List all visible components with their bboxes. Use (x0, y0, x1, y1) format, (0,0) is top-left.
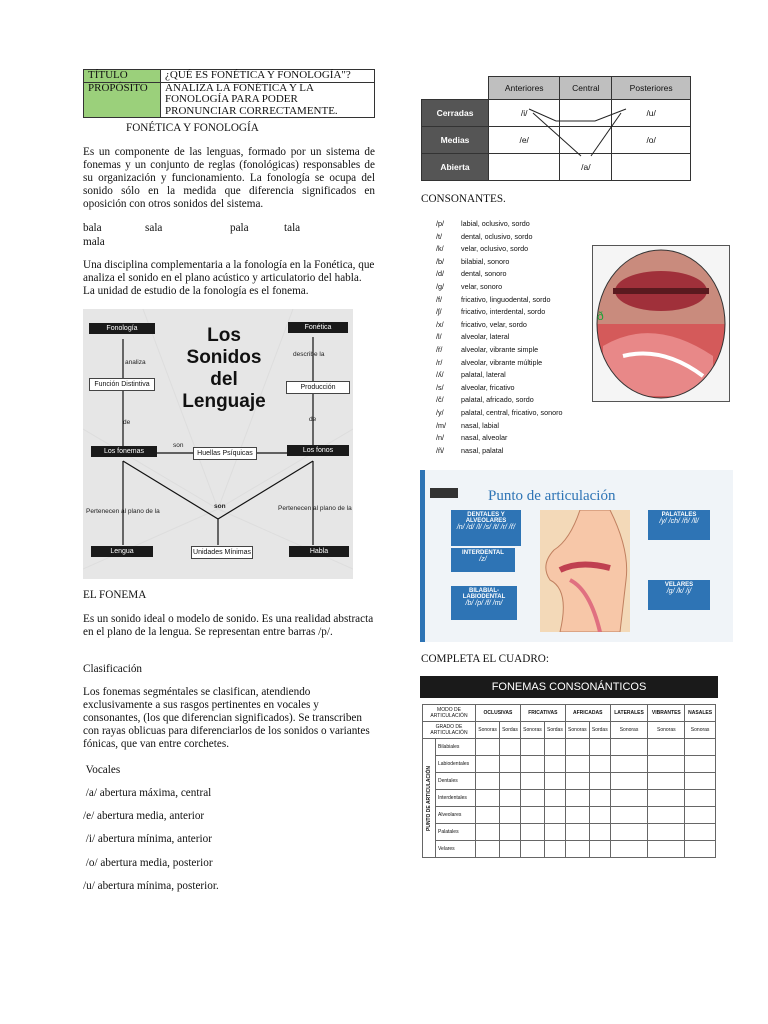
example-word: sala (145, 222, 163, 234)
consonant-grid-cell[interactable] (565, 807, 589, 824)
consonant-grid-cell[interactable] (476, 824, 500, 841)
consonant-grid-cell[interactable] (589, 790, 610, 807)
head-graphic (540, 510, 630, 632)
dentales-box (451, 510, 521, 546)
completa-title: COMPLETA EL CUADRO: (421, 653, 549, 665)
interdental-box (451, 548, 515, 572)
consonant-description: palatal, central, fricativo, sonoro (461, 407, 563, 417)
articulacion-title: Punto de articulación (488, 488, 616, 504)
son-bottom-label: son (214, 503, 226, 510)
consonant-item (436, 256, 562, 269)
interdental-phonemes: /z/ (479, 556, 487, 563)
consonant-description: bilabial, sonoro (461, 256, 510, 266)
vowel-header: Anteriores (489, 77, 560, 100)
consonant-phoneme: /s/ (436, 382, 444, 392)
consonant-grid-cell[interactable] (565, 773, 589, 790)
consonant-grid-cell[interactable] (545, 841, 566, 858)
consonant-description: alveolar, vibrante múltiple (461, 357, 543, 367)
consonant-description: alveolar, fricativo (461, 382, 515, 392)
consonant-grid-cell[interactable] (476, 790, 500, 807)
consonant-grid-cell[interactable] (610, 739, 648, 756)
palatales-title: PALATALES (661, 512, 697, 518)
consonant-grid-cell[interactable] (685, 790, 716, 807)
consonant-grid-cell[interactable] (500, 824, 521, 841)
consonant-grid-cell[interactable] (545, 756, 566, 773)
titulo-value: ¿QUÉ ES FONÉTICA Y FONOLOGÍA"? (161, 70, 375, 83)
consonant-phoneme: /k/ (436, 244, 444, 254)
consonant-grid-row (423, 824, 716, 841)
diagram-title-line: Los Sonidos (186, 325, 262, 368)
intro-paragraph: Es un componente de las lenguas, formado por un sistema de fonemas y un conjunto de reglas (fonológicas) responsables de su organización y funcionamiento. La fonología se ocupa del sonido sólo en la medida que diferencia significados en oposición con otros sonidos del sistema. (83, 146, 375, 210)
dentales-title: DENTALES Y ALVEOLARES (465, 512, 507, 524)
consonant-item (436, 319, 562, 332)
habla-box: Habla (289, 546, 349, 557)
consonant-description: alveolar, lateral (461, 332, 510, 342)
consonant-item (436, 294, 562, 307)
consonant-grid-cell[interactable] (545, 790, 566, 807)
consonant-grid-cell[interactable] (648, 739, 685, 756)
consonant-item (436, 382, 562, 395)
sonidos-diagram (83, 309, 353, 579)
vowel-header: Central (560, 77, 612, 100)
consonant-grid-cell[interactable] (685, 824, 716, 841)
grado-header: Sordas (500, 722, 521, 739)
mode-header: FRICATIVAS (520, 705, 565, 722)
example-word: bala (83, 222, 102, 234)
consonant-grid-cell[interactable] (500, 739, 521, 756)
consonant-table (420, 676, 718, 888)
example-word: mala (83, 236, 105, 248)
consonant-grid-row (423, 756, 716, 773)
consonant-phoneme: /t/ (436, 231, 442, 241)
articulacion-tab (430, 488, 458, 498)
consonant-grid-cell[interactable] (476, 841, 500, 858)
consonant-grid-cell[interactable] (545, 807, 566, 824)
consonant-item (436, 306, 562, 319)
consonant-grid-cell[interactable] (610, 790, 648, 807)
consonant-grid-cell[interactable] (476, 807, 500, 824)
vowel-row-label: Medias (422, 127, 489, 154)
mouth-graphic (593, 246, 729, 401)
consonant-item (436, 268, 562, 281)
consonant-grid-cell[interactable] (589, 824, 610, 841)
consonant-phoneme: /p/ (436, 219, 444, 228)
los-fonos-box: Los fonos (287, 445, 349, 456)
consonant-item (436, 432, 562, 445)
consonant-item (436, 407, 562, 420)
produccion-box: Producción (286, 381, 350, 394)
header-table (83, 69, 375, 118)
punto-row-label: Labiodentales (436, 756, 476, 773)
consonant-grid-cell[interactable] (610, 841, 648, 858)
consonant-phoneme: /ʎ/ (436, 370, 444, 380)
vowel-cell: /a/ (560, 154, 612, 181)
consonant-phoneme: /x/ (436, 319, 444, 329)
consonant-item (436, 445, 562, 458)
modo-label: MODO DE ARTICULACIÓN (423, 705, 476, 722)
fonema-paragraph: Es un sonido ideal o modelo de sonido. Es una realidad abstracta en el plano de la lengua. Se representan entre barras /p/. (83, 613, 374, 638)
bilabial-box (451, 586, 517, 620)
consonant-item (436, 231, 562, 244)
consonant-grid-cell[interactable] (520, 739, 544, 756)
vowel-trapezoid (421, 76, 691, 176)
consonant-description: palatal, lateral (461, 370, 506, 380)
consonant-item (436, 218, 562, 231)
grado-label: GRADO DE ARTICULACIÓN (423, 722, 476, 739)
consonant-grid-row (423, 841, 716, 858)
diagram-title (169, 325, 279, 413)
vowel-cell: /o/ (612, 127, 691, 154)
vocal-item: /e/ abertura media, anterior (83, 810, 205, 822)
bilabial-title: BILABIAL-LABIODENTAL (462, 588, 506, 600)
consonant-grid-cell[interactable] (500, 790, 521, 807)
diagram-title-line: del (210, 369, 238, 390)
lengua-box: Lengua (91, 546, 153, 557)
funcion-distintiva-box: Función Distintiva (89, 378, 155, 391)
consonant-description: velar, sonoro (461, 281, 503, 291)
grado-header: Sordas (545, 722, 566, 739)
consonant-grid-cell[interactable] (565, 824, 589, 841)
consonant-item (436, 357, 562, 370)
consonant-grid-cell[interactable] (685, 756, 716, 773)
fonetica-box: Fonética (288, 322, 348, 333)
interdental-title: INTERDENTAL (462, 550, 504, 556)
vocal-item: /i/ abertura mínima, anterior (83, 833, 212, 845)
consonant-phoneme: /n/ (436, 433, 444, 443)
mode-header: OCLUSIVAS (476, 705, 521, 722)
huellas-box: Huellas Psíquicas (193, 447, 257, 460)
example-word: pala (230, 222, 249, 234)
vocales-title: Vocales (83, 764, 121, 776)
mode-header: VIBRANTES (648, 705, 685, 722)
consonant-description: nasal, palatal (461, 445, 504, 455)
consonant-grid-cell[interactable] (565, 841, 589, 858)
punto-row-label: Palatales (436, 824, 476, 841)
consonant-grid-row (423, 807, 716, 824)
consonant-grid-cell[interactable] (476, 739, 500, 756)
consonant-grid-cell[interactable] (610, 756, 648, 773)
consonant-item (436, 243, 562, 256)
mode-header: AFRICADAS (565, 705, 610, 722)
son-label: son (173, 442, 184, 449)
unidades-box: Unidades Mínimas (191, 546, 253, 559)
fonologia-box: Fonología (89, 323, 155, 334)
grado-header: Sonoras (610, 722, 648, 739)
fonema-title: EL FONEMA (83, 589, 147, 601)
consonant-grid-cell[interactable] (589, 807, 610, 824)
grado-header: Sonoras (565, 722, 589, 739)
consonant-grid-cell[interactable] (648, 773, 685, 790)
consonant-grid-cell[interactable] (565, 756, 589, 773)
consonant-phoneme: /b/ (436, 256, 444, 266)
consonant-grid-cell[interactable] (520, 824, 544, 841)
palatales-phonemes: /y/ /ch/ /ñ/ /ll/ (659, 518, 699, 525)
head-diagram (540, 510, 630, 632)
punto-row-label: Alveolares (436, 807, 476, 824)
consonant-list (436, 218, 562, 457)
punto-label (423, 739, 436, 858)
vowel-cell: /u/ (612, 100, 691, 127)
consonant-item (436, 420, 562, 433)
consonant-grid-cell[interactable] (520, 841, 544, 858)
consonant-grid-cell[interactable] (500, 773, 521, 790)
describe-label: describe la (293, 351, 325, 358)
mouth-illustration (592, 245, 730, 402)
consonant-phoneme: /y/ (436, 407, 444, 417)
proposito-label: PROPÓSITO (84, 82, 161, 118)
punto-row-label: Interdentales (436, 790, 476, 807)
grado-header: Sordas (589, 722, 610, 739)
consonant-grid-cell[interactable] (648, 807, 685, 824)
los-fonemas-box: Los fonemas (91, 446, 157, 457)
consonant-grid-cell[interactable] (589, 756, 610, 773)
grado-header: Sonoras (648, 722, 685, 739)
velares-box (648, 580, 710, 610)
grado-header: Sonoras (520, 722, 544, 739)
grado-header: Sonoras (476, 722, 500, 739)
consonant-table-title: FONEMAS CONSONÁNTICOS (420, 676, 718, 698)
consonant-grid-cell[interactable] (520, 807, 544, 824)
velares-phonemes: /g/ /k/ /j/ (666, 588, 692, 595)
pertenecen-left-label: Pertenecen al plano de la (86, 508, 160, 515)
example-word: tala (284, 222, 301, 234)
punto-row-label: Bilabiales (436, 739, 476, 756)
consonant-grid-cell[interactable] (610, 773, 648, 790)
consonant-description: fricativo, velar, sordo (461, 319, 527, 329)
proposito-value: ANALIZA LA FONÉTICA Y LA FONOLOGÍA PARA PODER PRONUNCIAR CORRECTAMENTE. (161, 82, 375, 118)
consonant-phoneme: /ř/ (436, 344, 443, 354)
consonant-description: nasal, alveolar (461, 433, 508, 443)
vocal-item: /o/ abertura media, posterior (83, 857, 213, 869)
consonant-grid-cell[interactable] (589, 773, 610, 790)
vowel-cell: /i/ (489, 100, 560, 127)
consonant-grid-cell[interactable] (545, 824, 566, 841)
consonant-phoneme: /m/ (436, 420, 446, 430)
consonant-phoneme: /ʃ/ (436, 307, 442, 317)
mode-header: LATERALES (610, 705, 648, 722)
consonant-phoneme: /f/ (436, 294, 442, 304)
consonant-grid-cell[interactable] (648, 790, 685, 807)
grado-header: Sonoras (685, 722, 716, 739)
consonant-grid-cell[interactable] (685, 807, 716, 824)
mode-header: NASALES (685, 705, 716, 722)
consonant-item (436, 281, 562, 294)
punto-label-text: PUNTO DE ARTICULACIÓN (426, 765, 432, 831)
fonetica-paragraph: Una disciplina complementaria a la fonología en la Fonética, que analiza el sonido en el plano acústico y articulatorio del habla. La unidad de estudio de la fonología es el fonema. (83, 259, 375, 297)
consonant-description: palatal, africado, sordo (461, 395, 534, 405)
consonant-grid-cell[interactable] (520, 790, 544, 807)
vowel-cell: /e/ (489, 127, 560, 154)
consonant-grid-cell[interactable] (589, 841, 610, 858)
clasificacion-paragraph: Los fonemas segméntales se clasifican, atendiendo exclusivamente a sus rasgos pertinentes en vocales y consonantes, (los que diferencian significados). Se transcriben con rayas oblicuas para diferenciarlos de los sonidos o variantes fónicas, que van entre corchetes. (83, 686, 370, 750)
consonant-description: dental, sonoro (461, 269, 507, 279)
palatales-box (648, 510, 710, 540)
consonant-phoneme: /ñ/ (436, 445, 444, 455)
consonant-grid-cell[interactable] (565, 739, 589, 756)
bilabial-phonemes: /b/ /p/ /f/ /m/ (465, 600, 503, 607)
dentales-phonemes: /n/ /d/ /l/ /s/ /t/ /r/ /ř/ (456, 524, 516, 531)
consonant-phoneme: /r/ (436, 357, 443, 367)
consonant-description: fricativo, linguodental, sordo (461, 294, 551, 304)
punto-row-label: Dentales (436, 773, 476, 790)
consonant-grid-cell[interactable] (476, 773, 500, 790)
consonant-grid-cell[interactable] (685, 773, 716, 790)
consonant-grid-cell[interactable] (545, 739, 566, 756)
pertenecen-right-label: Pertenecen al plano de la (278, 505, 352, 512)
consonant-grid-cell[interactable] (520, 773, 544, 790)
titulo-label: TÍTULO (84, 70, 161, 83)
consonant-grid-row (423, 773, 716, 790)
consonant-grid-cell[interactable] (610, 807, 648, 824)
vowel-header: Posteriores (612, 77, 691, 100)
consonant-grid-row (423, 790, 716, 807)
section-title: FONÉTICA Y FONOLOGÍA (126, 122, 259, 134)
articulacion-side-bar (420, 470, 425, 642)
consonant-grid-row (423, 739, 716, 756)
consonant-item (436, 369, 562, 382)
analiza-label: analiza (125, 359, 146, 366)
consonant-grid-cell[interactable] (545, 773, 566, 790)
consonant-grid-cell[interactable] (476, 756, 500, 773)
consonant-grid (422, 704, 716, 858)
consonant-grid-cell[interactable] (610, 824, 648, 841)
consonant-phoneme: /g/ (436, 281, 444, 291)
consonant-grid-cell[interactable] (500, 807, 521, 824)
consonant-grid-cell[interactable] (648, 756, 685, 773)
consonant-grid-cell[interactable] (685, 739, 716, 756)
vowel-row-label: Cerradas (422, 100, 489, 127)
consonant-grid-cell[interactable] (500, 841, 521, 858)
clasificacion-title: Clasificación (83, 663, 143, 675)
consonant-grid-cell[interactable] (589, 739, 610, 756)
punto-row-label: Velares (436, 841, 476, 858)
de-label: de (309, 416, 317, 423)
consonant-description: dental, oclusivo, sordo (461, 231, 533, 241)
consonant-grid-cell[interactable] (685, 841, 716, 858)
consonant-description: fricativo, interdental, sordo (461, 307, 546, 317)
consonant-grid-cell[interactable] (648, 824, 685, 841)
consonant-phoneme: /d/ (436, 269, 444, 279)
consonant-grid-cell[interactable] (565, 790, 589, 807)
consonant-grid-cell[interactable] (520, 756, 544, 773)
diagram-title-line: Lenguaje (182, 391, 266, 412)
vocal-item: /a/ abertura máxima, central (83, 787, 212, 799)
velares-title: VELARES (664, 582, 694, 588)
consonant-grid-cell[interactable] (500, 756, 521, 773)
consonant-description: alveolar, vibrante simple (461, 344, 539, 354)
consonant-grid-cell[interactable] (648, 841, 685, 858)
consonant-description: velar, oclusivo, sordo (461, 244, 529, 254)
consonantes-title: CONSONANTES. (421, 193, 506, 205)
consonant-item (436, 331, 562, 344)
articulacion-illustration (420, 470, 733, 642)
consonant-phoneme: /l/ (436, 332, 442, 342)
de-label: de (123, 419, 131, 426)
svg-text:ð: ð (597, 309, 604, 323)
vocal-item: /u/ abertura mínima, posterior. (83, 880, 219, 892)
consonant-item (436, 394, 562, 407)
vowel-row-label: Abierta (422, 154, 489, 181)
consonant-item (436, 344, 562, 357)
consonant-description: nasal, labial (461, 420, 499, 430)
consonant-description: labial, oclusivo, sordo (461, 219, 530, 228)
consonant-phoneme: /č/ (436, 395, 444, 405)
